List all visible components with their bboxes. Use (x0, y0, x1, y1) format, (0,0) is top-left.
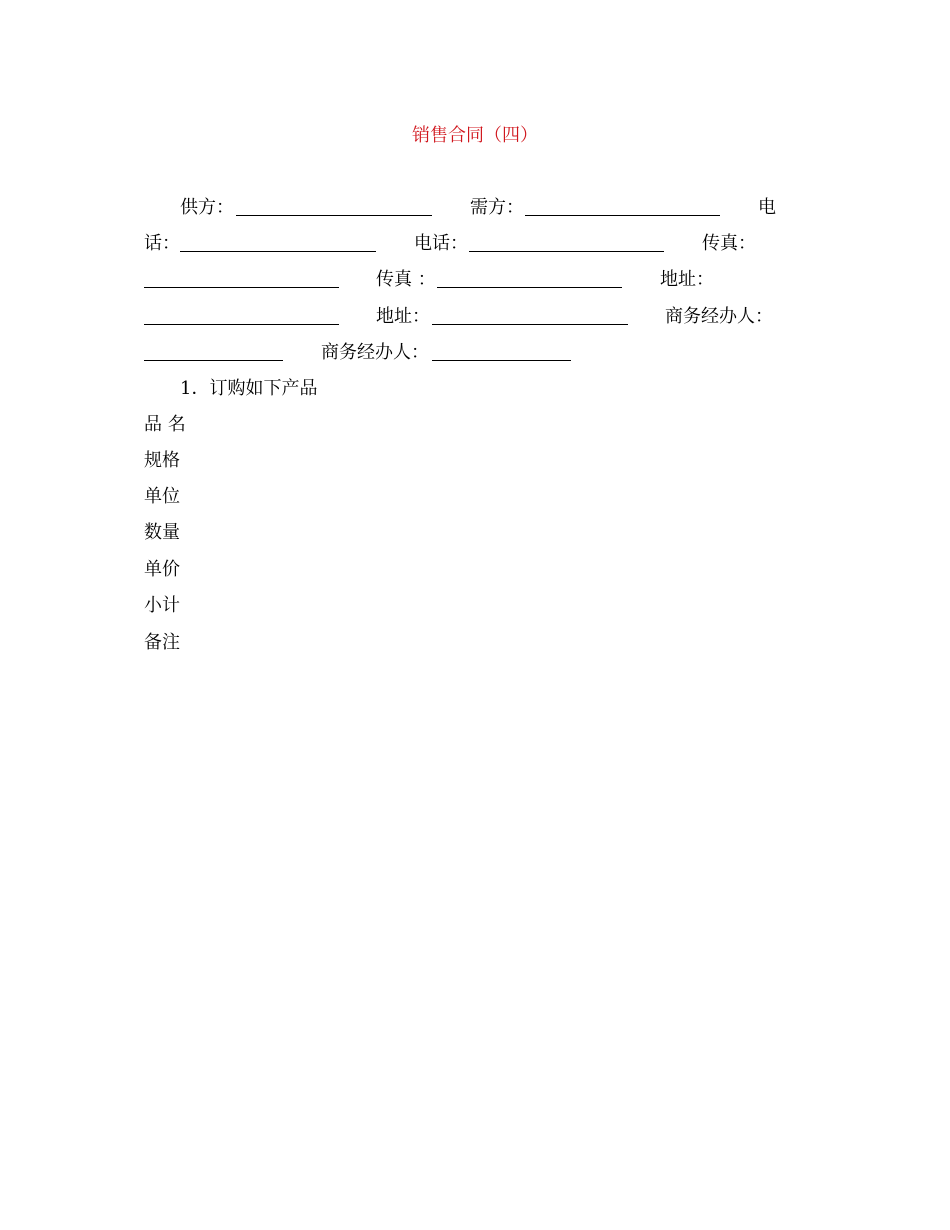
field-spec: 规格 (144, 450, 180, 471)
buyer-fax-label: 传真 ： (376, 269, 436, 290)
supplier-address-blank[interactable] (144, 305, 339, 329)
party-line-4 (144, 305, 776, 329)
buyer-phone-label: 电话： (414, 233, 468, 254)
supplier-agent-blank[interactable] (144, 341, 283, 365)
supplier-blank[interactable] (236, 196, 432, 220)
phone-label-part2: 话： (144, 233, 180, 254)
buyer-phone-blank[interactable] (469, 232, 664, 256)
supplier-agent-label: 商务经办人： (665, 306, 773, 327)
field-unit: 单位 (144, 486, 180, 507)
section-1-heading: 1．订购如下产品 (180, 378, 318, 399)
buyer-address-label: 地址： (376, 306, 430, 327)
party-line-2 (144, 232, 776, 256)
buyer-address-blank[interactable] (432, 305, 628, 329)
buyer-fax-blank[interactable] (437, 268, 622, 292)
buyer-agent-label: 商务经办人： (321, 342, 429, 363)
field-subtotal: 小计 (144, 595, 180, 616)
supplier-address-label: 地址： (660, 269, 714, 290)
field-quantity: 数量 (144, 522, 180, 543)
supplier-fax-blank[interactable] (144, 268, 339, 292)
buyer-label: 需方： (470, 197, 524, 218)
field-remarks: 备注 (144, 632, 180, 653)
field-unit-price: 单价 (144, 559, 180, 580)
supplier-phone-blank[interactable] (180, 232, 376, 256)
buyer-agent-blank[interactable] (432, 341, 571, 365)
document-title: 销售合同（四） (412, 125, 538, 146)
phone-label-part1: 电 (758, 197, 776, 218)
field-product-name: 品 名 (144, 414, 186, 435)
supplier-fax-label: 传真： (702, 233, 756, 254)
party-line-1 (144, 196, 776, 220)
buyer-blank[interactable] (525, 196, 720, 220)
supplier-label: 供方： (180, 197, 234, 218)
party-line-3 (144, 268, 776, 292)
party-line-5 (144, 341, 776, 365)
